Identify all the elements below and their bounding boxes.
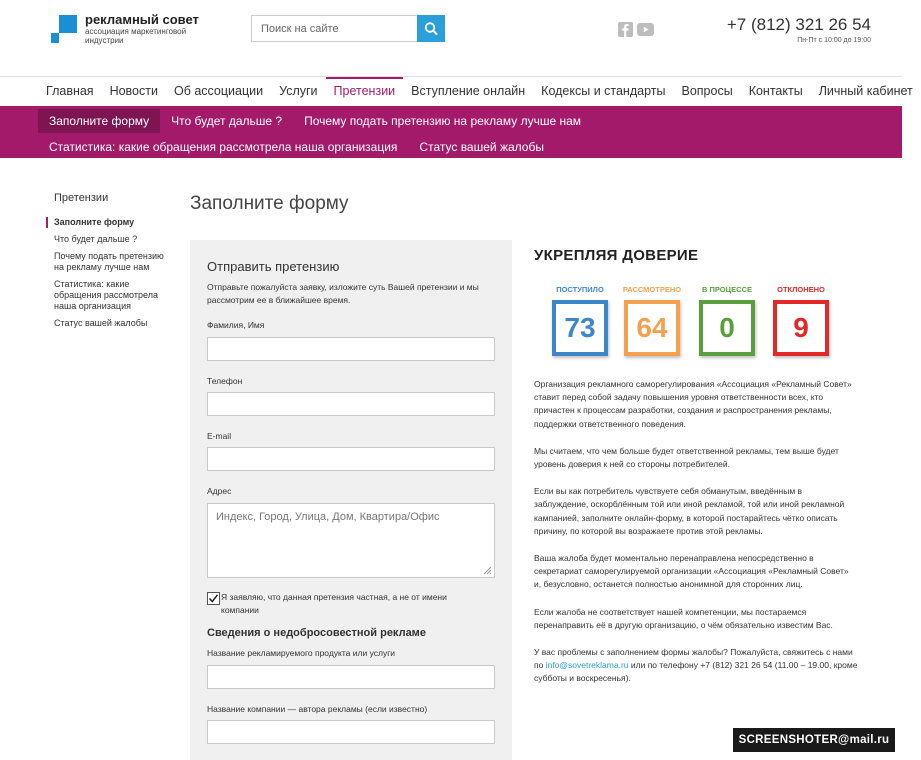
search-input[interactable] [251,15,417,42]
site-search [251,15,445,42]
site-logo[interactable] [51,12,201,45]
nav-item-7[interactable]: Вопросы [681,84,733,98]
about-paragraph: Мы считаем, что чем больше будет ответственной рекламы, тем выше будет уровень доверия к ней со стороны потребителей. [534,445,839,470]
stat-label: РАССМОТРЕНО [622,285,682,294]
nav-item-2[interactable]: Об ассоциации [173,84,264,98]
subnav-row1-item-2[interactable]: Почему подать претензию на рекламу лучше нам [304,114,582,128]
email-field[interactable] [207,447,495,471]
subnav-row2-item-0[interactable]: Статистика: какие обращения рассмотрела наша организация [49,140,398,154]
working-hours: Пн-Пт с 10:00 до 19:00 [797,37,871,44]
phone-label: Телефон [207,376,243,386]
product-label: Название рекламируемого продукта или услуги [207,648,396,658]
complaint-form [190,240,512,760]
company-label: Название компании — автора рекламы (если известно) [207,704,428,714]
email-label: E-mail [207,431,232,441]
resize-grip-icon[interactable] [483,566,492,575]
stat-item-3 [771,285,831,356]
sub-navigation [0,106,902,158]
nav-item-9[interactable]: Личный кабинет [818,84,913,98]
facebook-icon[interactable] [618,22,633,37]
sidebar [46,192,176,335]
site-header [0,0,902,77]
stat-value: 9 [773,300,829,356]
sub-nav-row-1 [38,109,592,133]
subnav-row2-item-1[interactable]: Статус вашей жалобы [419,140,544,154]
logo-mark-icon [51,15,77,43]
subnav-row1-item-1[interactable]: Что будет дальше ? [171,114,283,128]
private-claim-label: Я заявляю, что данная претензия частная, а не от имени компании [221,592,447,615]
ad-info-section-title: Сведения о недобросовестной рекламе [207,627,426,639]
watermark: SCREENSHOTER@mail.ru [733,728,895,752]
stat-label: ОТКЛОНЕНО [777,285,825,294]
sidebar-item-4[interactable]: Статус вашей жалобы [54,318,148,328]
logo-subtitle: ассоциация маркетинговой индустрии [85,27,187,45]
stat-value: 0 [699,300,755,356]
nav-item-5[interactable]: Вступление онлайн [411,84,526,98]
name-field[interactable] [207,337,495,361]
contact-text-before: У вас проблемы с заполнением формы жалобы? Пожалуйста, свяжитесь с нами по [534,647,853,671]
sidebar-title: Претензии [54,192,109,204]
about-paragraph: Если жалоба не соответствует нашей компетенции, мы постараемся перенаправить её в другую организацию, о чём обязательно известим Вас. [534,606,833,630]
about-paragraph: Если вы как потребитель чувствуете себя обманутым, введённым в заблуждение, оскорблённым той или иной рекламой, той или иной рекламной кампанией, заполните онлайн-форму, в которой постарайтесь чётко описать причину, по которой вы возражаете против этой рекламы. [534,486,845,536]
stat-value: 73 [552,300,608,356]
nav-item-0[interactable]: Главная [46,84,94,98]
form-title: Отправить претензию [207,259,340,274]
about-text [534,378,858,700]
sub-nav-row-2 [38,135,555,159]
search-button[interactable] [417,15,445,42]
header-phone[interactable]: +7 (812) 321 26 54 [726,15,871,34]
logo-title: рекламный совет [85,12,199,27]
about-paragraph: Ваша жалоба будет моментально перенаправлена непосредственно в секретариат саморегулируемой организации «Ассоциация «Рекламный Совет» и, безусловно, останется полностью анонимной для сторонних лиц. [534,553,849,590]
stat-label: ПОСТУПИЛО [556,285,604,294]
nav-item-8[interactable]: Контакты [748,84,803,98]
phone-field[interactable] [207,392,495,416]
about-paragraph: Организация рекламного саморегулирования «Ассоциация «Рекламный Совет» ставит перед собой задачу повышения уровня ответственности всех, кто причастен к процессам разработки, создания и распространения рекламы, поддержки ответственного поведения. [534,379,852,429]
nav-item-1[interactable]: Новости [109,84,158,98]
sidebar-item-2[interactable]: Почему подать претензию на рекламу лучше нам [54,251,164,272]
sidebar-item-1[interactable]: Что будет дальше ? [54,234,138,244]
address-label: Адрес [207,486,232,496]
social-links [618,22,658,38]
sidebar-item-0[interactable]: Заполните форму [46,217,176,228]
stat-item-2 [697,285,757,356]
sidebar-items [46,217,176,329]
checkmark-icon [208,593,219,604]
nav-item-6[interactable]: Кодексы и стандарты [541,84,666,98]
private-claim-checkbox[interactable] [207,592,220,605]
stat-item-0 [550,285,610,356]
sidebar-item-3[interactable]: Статистика: какие обращения рассмотрела наша организация [54,279,158,311]
contact-email-link[interactable]: info@sovetreklama.ru [545,660,629,671]
form-intro: Отправьте пожалуйста заявку, изложите суть Вашей претензии и мы рассмотрим ее в ближайшее время. [207,282,479,305]
stat-item-1 [622,285,682,356]
trust-title: УКРЕПЛЯЯ ДОВЕРИЕ [534,247,699,264]
contact-text-after: или по телефону +7 (812) 321 26 54 (11.00 – 19.00, кроме субботы и воскресенья). [534,660,858,684]
page-title: Заполните форму [190,193,349,214]
name-label: Фамилия, Имя [207,320,265,330]
product-field[interactable] [207,665,495,689]
address-field[interactable] [207,503,495,578]
company-field[interactable] [207,720,495,744]
main-navigation [38,77,921,106]
stat-value: 64 [624,300,680,356]
youtube-icon[interactable] [637,23,654,36]
stat-label: В ПРОЦЕССЕ [702,285,752,294]
search-icon [417,15,445,42]
contact-paragraph [534,646,858,686]
subnav-row1-item-0[interactable]: Заполните форму [38,109,160,133]
nav-item-4[interactable]: Претензии [326,77,404,106]
nav-item-3[interactable]: Услуги [279,84,318,98]
